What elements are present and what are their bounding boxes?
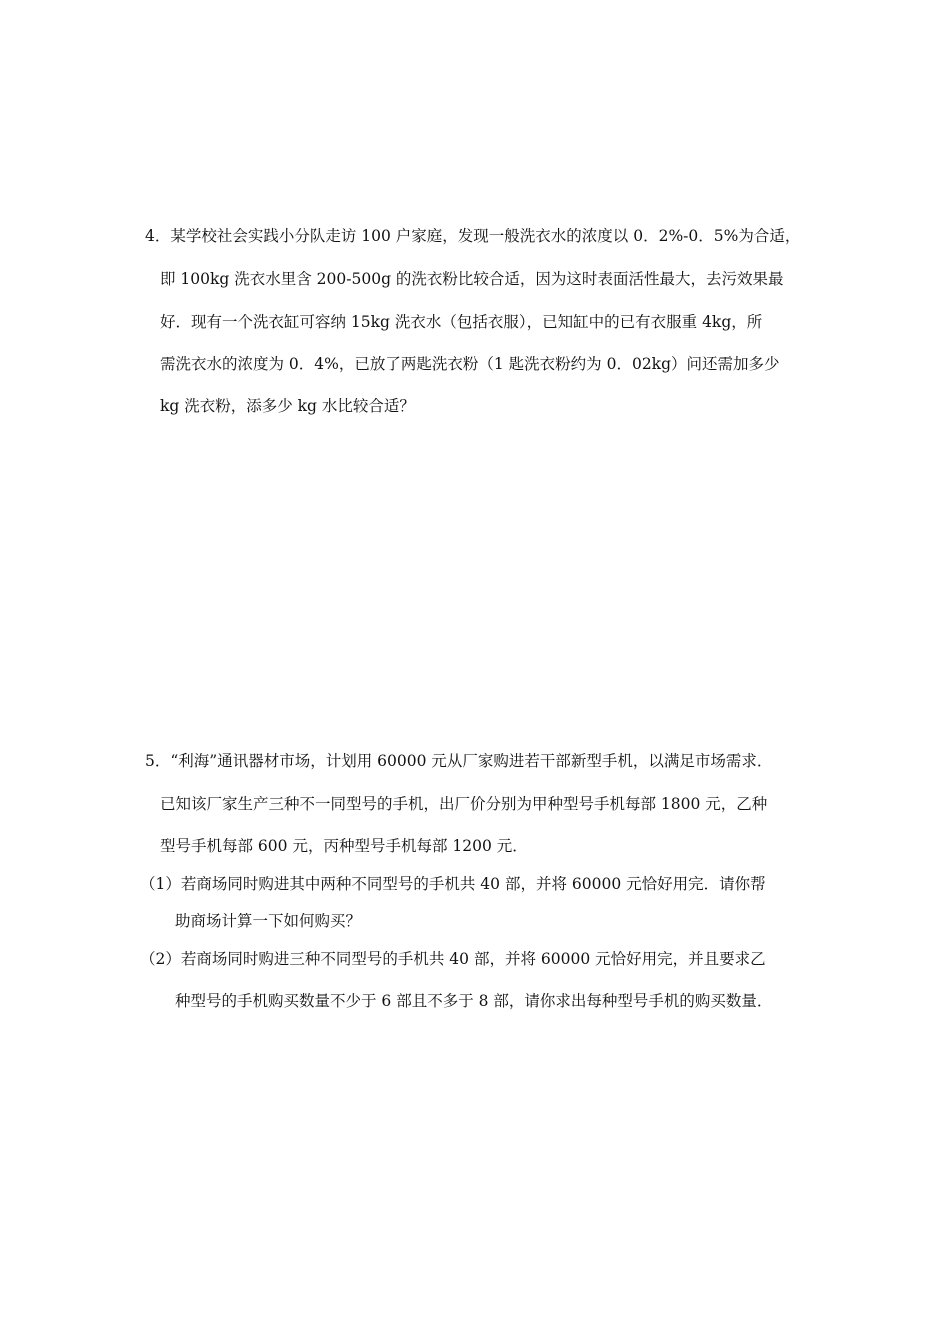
problem-5-sub2-line-1: （2）若商场同时购进三种不同型号的手机共 40 部，并将 60000 元恰好用完，并且要求乙: [140, 950, 766, 968]
problem-4-line-2: 即 100kg 洗衣水里含 200-500g 的洗衣粉比较合适，因为这时表面活性最大，去污效果最: [160, 270, 784, 288]
problem-4-line-4: 需洗衣水的浓度为 0．4%，已放了两匙洗衣粉（1 匙洗衣粉约为 0．02kg）问还需加多少: [160, 355, 780, 373]
problem-5-line-1: 5．“利海”通讯器材市场，计划用 60000 元从厂家购进若干部新型手机，以满足市场需求．: [145, 752, 773, 770]
problem-5-line-2: 已知该厂家生产三种不一同型号的手机，出厂价分别为甲种型号手机每部 1800 元，乙种: [160, 795, 768, 813]
problem-5-line-3: 型号手机每部 600 元，丙种型号手机每部 1200 元．: [160, 837, 528, 855]
problem-5-sub2-line-2: 种型号的手机购买数量不少于 6 部且不多于 8 部，请你求出每种型号手机的购买数量．: [175, 992, 773, 1010]
problem-4-line-5: kg 洗衣粉，添多少 kg 水比较合适？: [160, 397, 415, 415]
problem-4-line-1: 4．某学校社会实践小分队走访 100 户家庭，发现一般洗衣水的浓度以 0．2%-0．5%为合适，: [145, 227, 801, 245]
problem-5-sub1-line-1: （1）若商场同时购进其中两种不同型号的手机共 40 部，并将 60000 元恰好用完．请你帮: [140, 875, 766, 893]
problem-5-sub1-line-2: 助商场计算一下如何购买？: [175, 912, 362, 930]
problem-4-line-3: 好．现有一个洗衣缸可容纳 15kg 洗衣水（包括衣服），已知缸中的已有衣服重 4kg，所: [160, 313, 763, 331]
